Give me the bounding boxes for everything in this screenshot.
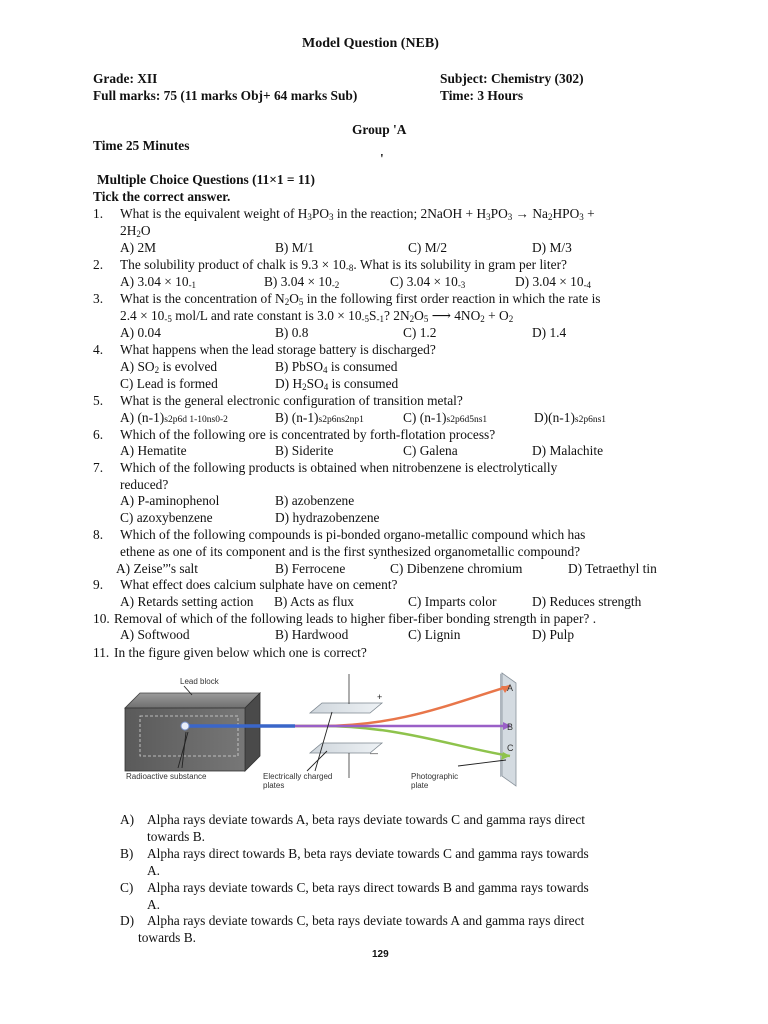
plate-mark-b: B	[507, 722, 514, 732]
q11-option-c-line1[interactable]: Alpha rays deviate towards C, beta rays direct towards B and gamma rays towards	[147, 880, 589, 895]
q9-text: What effect does calcium sulphate have on cement?	[120, 577, 398, 592]
q10-number: 10.	[93, 611, 110, 626]
q6-option-b[interactable]: B) Siderite	[275, 443, 334, 458]
q2-option-c[interactable]: C) $3.04 \times 10_{-3}$	[390, 274, 466, 290]
q6-number: 6.	[93, 427, 104, 442]
q5-text: What is the general electronic configuration of transition metal?	[120, 393, 463, 408]
q6-text: Which of the following ore is concentrated by forth-flotation process?	[120, 427, 496, 442]
q1-option-d[interactable]: D) M/3	[532, 240, 572, 255]
group-tick-mark: '	[380, 151, 384, 166]
q3-option-b[interactable]: B) 0.8	[275, 325, 309, 340]
q5-number: 5.	[93, 393, 104, 408]
q11-option-c-line2[interactable]: A.	[147, 897, 161, 912]
q1-line1: What is the equivalent weight of $H_3PO_3$ in the reaction; 2NaOH + $H_3PO_3 \to Na_2HPO_3$ +	[120, 206, 595, 222]
q6-option-a[interactable]: A) Hematite	[120, 443, 187, 458]
radioactive-substance-label: Radioactive substance	[126, 772, 207, 781]
q1-number: 1.	[93, 206, 104, 221]
q8-option-d[interactable]: D) Tetraethyl tin	[568, 561, 657, 576]
q5-option-d[interactable]: D)(n-1)s2p6ns1	[534, 410, 607, 425]
lead-block	[125, 693, 260, 771]
plates-label: Electrically charged plates	[263, 772, 333, 790]
q4-option-a[interactable]: A) $SO_2$ is evolved	[120, 359, 218, 375]
page-title: Model Question (NEB)	[302, 36, 439, 51]
q11-option-d-key[interactable]: D)	[120, 913, 135, 928]
q7-number: 7.	[93, 460, 104, 475]
full-marks-label: Full marks: 75 (11 marks Obj+ 64 marks Sub)	[93, 88, 358, 103]
q8-number: 8.	[93, 527, 104, 542]
q8-option-c[interactable]: C) Dibenzene chromium	[390, 561, 523, 576]
page-number: 129	[372, 949, 389, 960]
q3-option-d[interactable]: D) 1.4	[532, 325, 567, 340]
q3-number: 3.	[93, 291, 104, 306]
q9-option-d[interactable]: D) Reduces strength	[532, 594, 642, 609]
q5-option-a[interactable]: A) (n-1)s2p6d 1-10ns0-2	[120, 410, 228, 425]
q10-option-c[interactable]: C) Lignin	[408, 627, 461, 642]
q8-option-a[interactable]: A) Zeise”'s salt	[116, 561, 198, 576]
q1-line2: $2H_2O$	[120, 223, 151, 239]
mcq-heading: Multiple Choice Questions (11×1 = 11)	[97, 172, 315, 187]
q11-option-a-key[interactable]: A)	[120, 812, 135, 827]
q9-number: 9.	[93, 577, 104, 592]
q4-option-c[interactable]: C) Lead is formed	[120, 376, 218, 391]
q7-line2: reduced?	[120, 477, 169, 492]
q4-number: 4.	[93, 342, 104, 357]
q2-option-a[interactable]: A) $3.04 \times 10_{-1}$	[120, 274, 197, 290]
q11-text: In the figure given below which one is correct?	[114, 645, 367, 660]
q11-option-b-line1[interactable]: Alpha rays direct towards B, beta rays deviate towards C and gamma rays towards	[147, 846, 589, 861]
q11-option-c-key[interactable]: C)	[120, 880, 134, 895]
q1-option-b[interactable]: B) M/1	[275, 240, 315, 255]
q7-option-b[interactable]: B) azobenzene	[275, 493, 355, 508]
q4-option-d[interactable]: D) $H_2SO_4$ is consumed	[275, 376, 399, 392]
q3-option-c[interactable]: C) 1.2	[403, 325, 437, 340]
plate-mark-a: A	[507, 683, 514, 693]
q7-option-a[interactable]: A) P-aminophenol	[120, 493, 220, 508]
subject-label: Subject: Chemistry (302)	[440, 71, 584, 86]
q5-option-b[interactable]: B) (n-1)s2p6ns2np1	[275, 410, 364, 425]
q9-option-a[interactable]: A) Retards setting action	[120, 594, 254, 609]
q10-option-b[interactable]: B) Hardwood	[275, 627, 349, 642]
q10-text: Removal of which of the following leads to higher fiber-fiber bonding strength in paper? .	[114, 611, 597, 626]
q11-option-b-key[interactable]: B)	[120, 846, 134, 861]
q3-line1: What is the concentration of $N_2O_5$ in the following first order reaction in which the rate is	[120, 291, 601, 307]
q11-number: 11.	[93, 645, 110, 660]
q1-option-a[interactable]: A) 2M	[120, 240, 157, 255]
q2-number: 2.	[93, 257, 104, 272]
plate-mark-c: C	[507, 743, 514, 753]
q2-option-d[interactable]: D) $3.04 \times 10_{-4}$	[515, 274, 592, 290]
q5-option-c[interactable]: C) (n-1)s2p6d5ns1	[403, 410, 488, 425]
q8-option-b[interactable]: B) Ferrocene	[275, 561, 346, 576]
q8-line2: ethene as one of its component and is the first synthesized organometallic compound?	[120, 544, 581, 559]
group-time: Time 25 Minutes	[93, 138, 190, 153]
q11-option-a-line2[interactable]: towards B.	[147, 829, 206, 844]
q10-option-d[interactable]: D) Pulp	[532, 627, 575, 642]
q7-option-d[interactable]: D) hydrazobenzene	[275, 510, 380, 525]
plus-sign: +	[377, 692, 383, 702]
q11-option-d-line2[interactable]: towards B.	[138, 930, 197, 945]
q2-text: The solubility product of chalk is $9.3 \times 10_{-8}$. What is its solubility in gram per liter?	[120, 257, 567, 273]
q11-option-a-line1[interactable]: Alpha rays deviate towards A, beta rays deviate towards C and gamma rays direct	[147, 812, 586, 827]
q6-option-d[interactable]: D) Malachite	[532, 443, 604, 458]
q4-option-b[interactable]: B) PbSO$_4$ is consumed	[275, 359, 398, 375]
time-label: Time: 3 Hours	[440, 88, 524, 103]
q3-option-a[interactable]: A) 0.04	[120, 325, 161, 340]
photographic-plate-label: Photographic plate	[411, 772, 459, 790]
q3-line2: $2.4 \times 10_{-5}$ mol/L and rate constant is $3.0 \times 10_{-5}S_{-1}$? $2N_2O_5$ ⟶ $4NO_2 + O_2$	[120, 308, 514, 324]
grade-label: Grade: XII	[93, 71, 158, 86]
q2-option-b[interactable]: B) $3.04 \times 10_{-2}$	[264, 274, 340, 290]
minus-sign: —	[370, 749, 378, 758]
q9-option-c[interactable]: C) Imparts color	[408, 594, 497, 609]
q4-text: What happens when the lead storage battery is discharged?	[120, 342, 436, 357]
q1-option-c[interactable]: C) M/2	[408, 240, 448, 255]
q7-option-c[interactable]: C) azoxybenzene	[120, 510, 213, 525]
q11-option-b-line2[interactable]: A.	[147, 863, 161, 878]
radiation-figure	[120, 668, 540, 796]
q9-option-b[interactable]: B) Acts as flux	[274, 594, 354, 609]
group-heading: Group 'A	[352, 122, 407, 137]
radioactive-source	[181, 722, 189, 730]
instruction: Tick the correct answer.	[93, 189, 231, 204]
q10-option-a[interactable]: A) Softwood	[120, 627, 190, 642]
lead-block-label: Lead block	[180, 677, 219, 686]
q7-line1: Which of the following products is obtained when nitrobenzene is electrolytically	[120, 460, 558, 475]
q8-line1: Which of the following compounds is pi-bonded organo-metallic compound which has	[120, 527, 586, 542]
q11-option-d-line1[interactable]: Alpha rays deviate towards C, beta rays deviate towards A and gamma rays direct	[147, 913, 585, 928]
q6-option-c[interactable]: C) Galena	[403, 443, 458, 458]
